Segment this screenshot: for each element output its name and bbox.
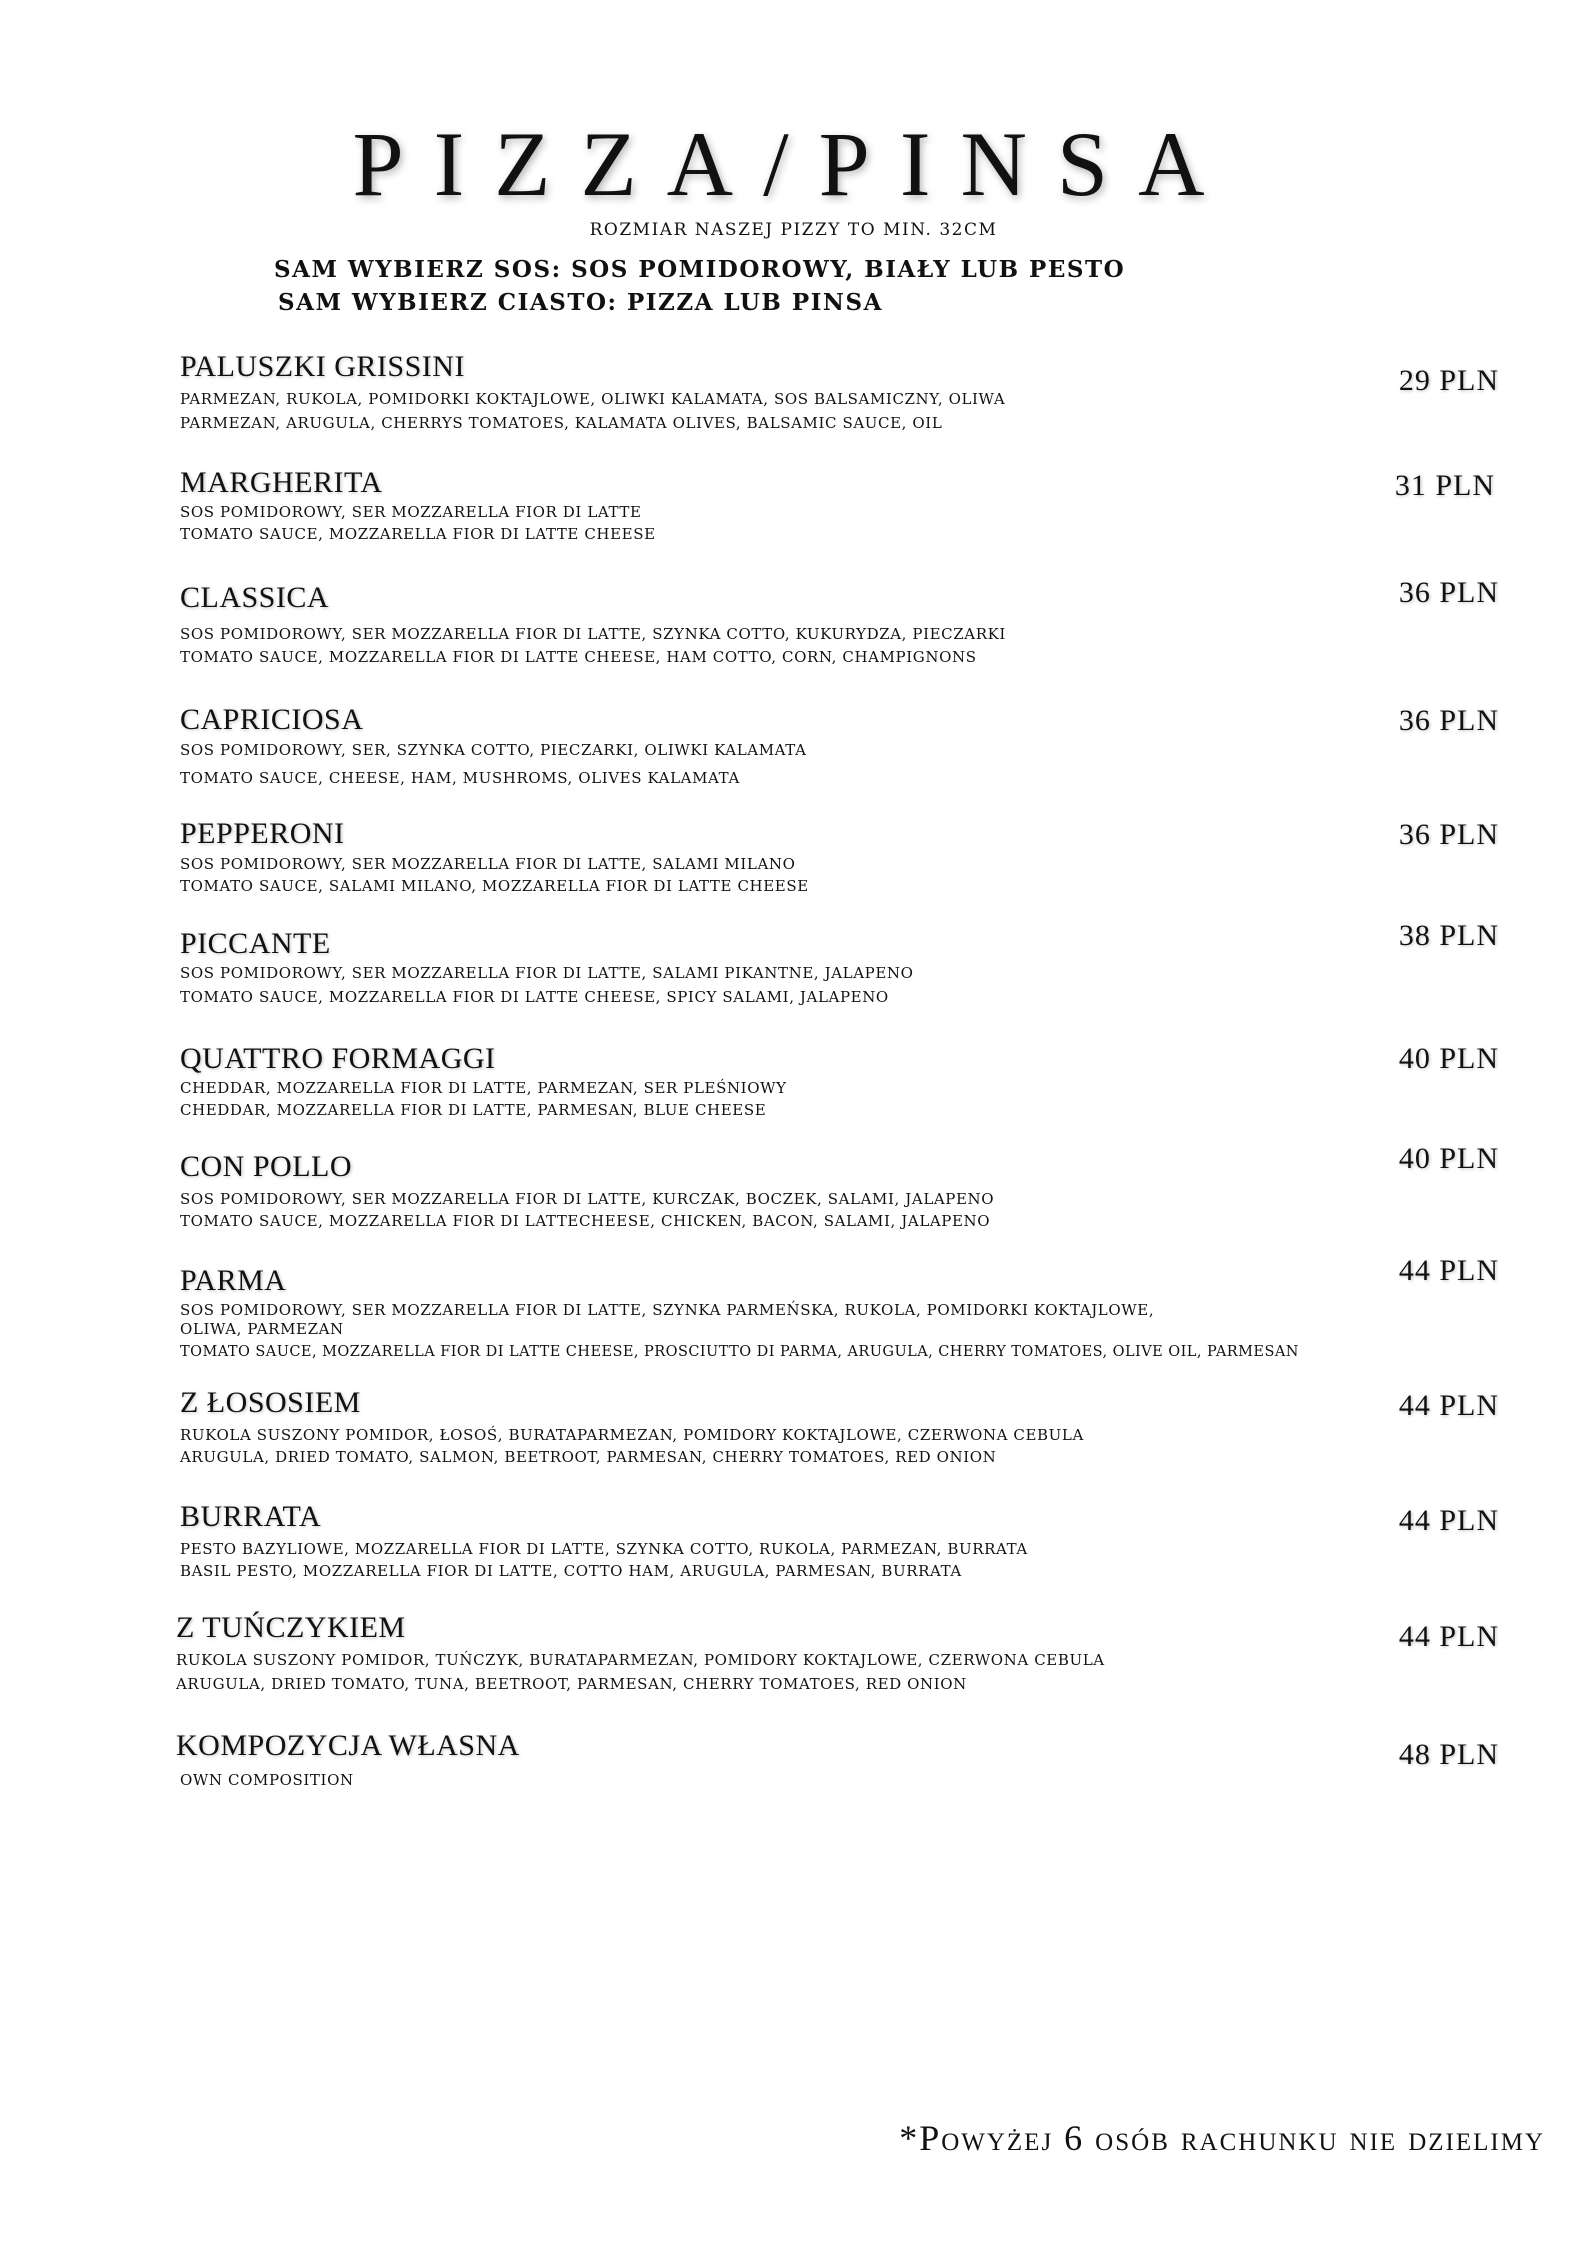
menu-item-name: BURRATA xyxy=(180,1500,322,1533)
menu-item-desc-en: PARMEZAN, ARUGULA, CHERRYS TOMATOES, KALAMATA OLIVES, BALSAMIC SAUCE, OIL xyxy=(180,414,943,432)
menu-item-price: 44 PLN xyxy=(1398,1620,1499,1653)
menu-item-desc-pl: SOS POMIDOROWY, SER MOZZARELLA FIOR DI LATTE, SZYNKA PARMEŃSKA, RUKOLA, POMIDORKI KOKTAJLOWE, xyxy=(180,1301,1155,1319)
menu-item-desc-en: TOMATO SAUCE, SALAMI MILANO, MOZZARELLA FIOR DI LATTE CHEESE xyxy=(180,877,809,895)
menu-item-name: PARMA xyxy=(180,1264,287,1297)
menu-item-desc-pl: CHEDDAR, MOZZARELLA FIOR DI LATTE, PARMEZAN, SER PLEŚNIOWY xyxy=(180,1079,787,1097)
menu-item-price: 36 PLN xyxy=(1398,576,1499,609)
menu-item-desc-en: TOMATO SAUCE, MOZZARELLA FIOR DI LATTE CHEESE, HAM COTTO, CORN, CHAMPIGNONS xyxy=(180,648,977,666)
menu-item-name: MARGHERITA xyxy=(180,466,383,499)
menu-item-price: 29 PLN xyxy=(1398,364,1499,397)
menu-item-desc-en: TOMATO SAUCE, MOZZARELLA FIOR DI LATTECHEESE, CHICKEN, BACON, SALAMI, JALAPENO xyxy=(180,1212,991,1230)
menu-item-desc-pl: PARMEZAN, RUKOLA, POMIDORKI KOKTAJLOWE, OLIWKI KALAMATA, SOS BALSAMICZNY, OLIWA xyxy=(180,390,1006,408)
menu-item-name: KOMPOZYCJA WŁASNA xyxy=(176,1729,520,1762)
choose-dough-note: SAM WYBIERZ CIASTO: PIZZA LUB PINSA xyxy=(278,289,883,316)
no-split-bill-note: *Powyżej 6 osób rachunku nie dzielimy xyxy=(899,2118,1545,2158)
menu-item-desc-pl: SOS POMIDOROWY, SER MOZZARELLA FIOR DI LATTE xyxy=(180,503,642,521)
menu-item-desc-en: TOMATO SAUCE, MOZZARELLA FIOR DI LATTE CHEESE, PROSCIUTTO DI PARMA, ARUGULA, CHERRY TOMATOES, OLIVE OIL, PARMESAN xyxy=(180,1344,1299,1360)
menu-item-price: 48 PLN xyxy=(1398,1738,1499,1771)
menu-item-desc-en: ARUGULA, DRIED TOMATO, SALMON, BEETROOT, PARMESAN, CHERRY TOMATOES, RED ONION xyxy=(180,1448,997,1466)
menu-item-desc-pl: SOS POMIDOROWY, SER MOZZARELLA FIOR DI LATTE, SALAMI PIKANTNE, JALAPENO xyxy=(180,964,914,982)
menu-item-desc-en: TOMATO SAUCE, MOZZARELLA FIOR DI LATTE CHEESE, SPICY SALAMI, JALAPENO xyxy=(180,988,889,1006)
menu-item-desc-en: TOMATO SAUCE, CHEESE, HAM, MUSHROMS, OLIVES KALAMATA xyxy=(180,769,740,787)
menu-item-price: 36 PLN xyxy=(1398,818,1499,851)
menu-item-desc-pl: SOS POMIDOROWY, SER, SZYNKA COTTO, PIECZARKI, OLIWKI KALAMATA xyxy=(180,741,807,759)
pizza-size-note: ROZMIAR NASZEJ PIZZY TO MIN. 32CM xyxy=(589,220,998,240)
menu-item-desc-en: CHEDDAR, MOZZARELLA FIOR DI LATTE, PARMESAN, BLUE CHEESE xyxy=(180,1101,767,1119)
menu-item-desc-en: TOMATO SAUCE, MOZZARELLA FIOR DI LATTE CHEESE xyxy=(180,525,656,543)
menu-item-price: 31 PLN xyxy=(1394,469,1495,502)
page-title: PIZZA/PINSA xyxy=(352,113,1235,215)
menu-item-name: PALUSZKI GRISSINI xyxy=(180,350,465,383)
menu-item-desc-pl: SOS POMIDOROWY, SER MOZZARELLA FIOR DI LATTE, SALAMI MILANO xyxy=(180,855,796,873)
menu-item-name: PICCANTE xyxy=(180,927,331,960)
menu-item-desc-pl: RUKOLA SUSZONY POMIDOR, ŁOSOŚ, BURATAPARMEZAN, POMIDORY KOKTAJLOWE, CZERWONA CEBULA xyxy=(180,1426,1084,1444)
menu-item-desc-pl: SOS POMIDOROWY, SER MOZZARELLA FIOR DI LATTE, KURCZAK, BOCZEK, SALAMI, JALAPENO xyxy=(180,1190,995,1208)
menu-item-desc-en: BASIL PESTO, MOZZARELLA FIOR DI LATTE, COTTO HAM, ARUGULA, PARMESAN, BURRATA xyxy=(180,1562,962,1580)
menu-item-price: 36 PLN xyxy=(1398,704,1499,737)
menu-item-desc-en: OWN COMPOSITION xyxy=(180,1771,354,1789)
menu-item-name: Z ŁOSOSIEM xyxy=(180,1386,361,1419)
menu-item-price: 44 PLN xyxy=(1398,1389,1499,1422)
menu-item-price: 38 PLN xyxy=(1398,919,1499,952)
menu-item-price: 40 PLN xyxy=(1398,1042,1499,1075)
menu-item-desc-en: ARUGULA, DRIED TOMATO, TUNA, BEETROOT, PARMESAN, CHERRY TOMATOES, RED ONION xyxy=(176,1675,967,1693)
menu-item-name: CLASSICA xyxy=(180,581,330,614)
menu-item-desc-pl-2: OLIWA, PARMEZAN xyxy=(180,1320,344,1338)
menu-item-price: 44 PLN xyxy=(1398,1254,1499,1287)
menu-item-name: Z TUŃCZYKIEM xyxy=(176,1611,406,1644)
menu-item-name: CAPRICIOSA xyxy=(180,703,364,736)
menu-item-name: PEPPERONI xyxy=(180,817,345,850)
menu-item-desc-pl: PESTO BAZYLIOWE, MOZZARELLA FIOR DI LATTE, SZYNKA COTTO, RUKOLA, PARMEZAN, BURRATA xyxy=(180,1540,1028,1558)
menu-item-desc-pl: RUKOLA SUSZONY POMIDOR, TUŃCZYK, BURATAPARMEZAN, POMIDORY KOKTAJLOWE, CZERWONA CEBULA xyxy=(176,1651,1105,1669)
menu-item-price: 40 PLN xyxy=(1398,1142,1499,1175)
menu-item-name: CON POLLO xyxy=(180,1150,353,1183)
menu-item-price: 44 PLN xyxy=(1398,1504,1499,1537)
menu-item-desc-pl: SOS POMIDOROWY, SER MOZZARELLA FIOR DI LATTE, SZYNKA COTTO, KUKURYDZA, PIECZARKI xyxy=(180,625,1006,643)
menu-item-name: QUATTRO FORMAGGI xyxy=(180,1042,496,1075)
choose-sauce-note: SAM WYBIERZ SOS: SOS POMIDOROWY, BIAŁY LUB PESTO xyxy=(274,256,1126,283)
